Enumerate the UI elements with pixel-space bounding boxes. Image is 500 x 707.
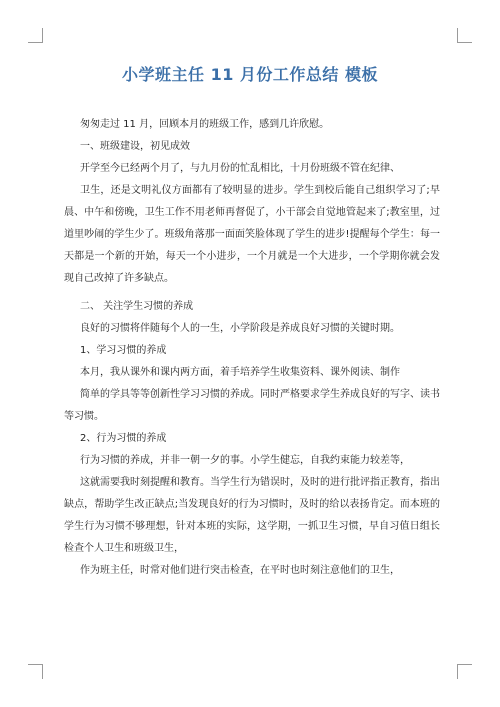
- paragraph: 简单的学具等等创新性学习习惯的养成。同时严格要求学生养成良好的写字、读书等习惯。: [64, 389, 440, 422]
- crop-mark-top-right: [457, 28, 472, 43]
- heading-class-building: 一、班级建设，初见成效: [80, 141, 190, 152]
- paragraph: 良好的习惯将伴随每个人的一生，小学阶段是养成良好习惯的关键时期。: [80, 323, 400, 334]
- heading-behavior-habits: 2、行为习惯的养成: [80, 433, 167, 444]
- heading-habits: 二、 关注学生习惯的养成: [80, 301, 194, 312]
- paragraph: 本月，我从课外和课内两方面，着手培养学生收集资料、课外阅读、制作: [80, 367, 400, 378]
- crop-mark-bottom-right: [457, 664, 472, 679]
- document-body: [64, 114, 440, 582]
- paragraph-intro: 匆匆走过 11 月，回顾本月的班级工作，感到几许欣慰。: [80, 119, 330, 130]
- paragraph: 行为习惯的养成，并非一朝一夕的事。小学生健忘，自我约束能力较差等，: [80, 455, 410, 466]
- document-title: 小学班主任 11 月份工作总结 模板: [122, 65, 378, 84]
- paragraph: 开学至今已经两个月了，与九月份的忙乱相比，十月份班级不管在纪律、: [80, 163, 400, 174]
- paragraph: 这就需要我时刻提醒和教育。当学生行为错误时，及时的进行批评指正教育，指出缺点，帮助学生改正缺点;当发现良好的行为习惯时，及时的给以表扬肯定。而本班的学生行为习惯不够理想，针对本班的实际，这学期，一抓卫生习惯，早自习值日组长检查个人卫生和班级卫生，: [64, 477, 440, 554]
- paragraph: 作为班主任，时常对他们进行突击检查，在平时也时刻注意他们的卫生，: [80, 565, 400, 576]
- crop-mark-bottom-left: [28, 664, 43, 679]
- heading-study-habits: 1、学习习惯的养成: [80, 345, 167, 356]
- paragraph: 卫生，还是文明礼仪方面都有了较明显的进步。学生到校后能自己组织学习了;早晨、中午和傍晚，卫生工作不用老师再督促了，小干部会自觉地管起来了;教室里，过道里吵闹的学生少了。班级角落那一面面笑脸体现了学生的进步!提醒每个学生：每一天都是一个新的开始，每天一个小进步，一个月就是一个大进步，一个学期你就会发现自己改掉了许多缺点。: [64, 185, 440, 284]
- crop-mark-top-left: [28, 28, 43, 43]
